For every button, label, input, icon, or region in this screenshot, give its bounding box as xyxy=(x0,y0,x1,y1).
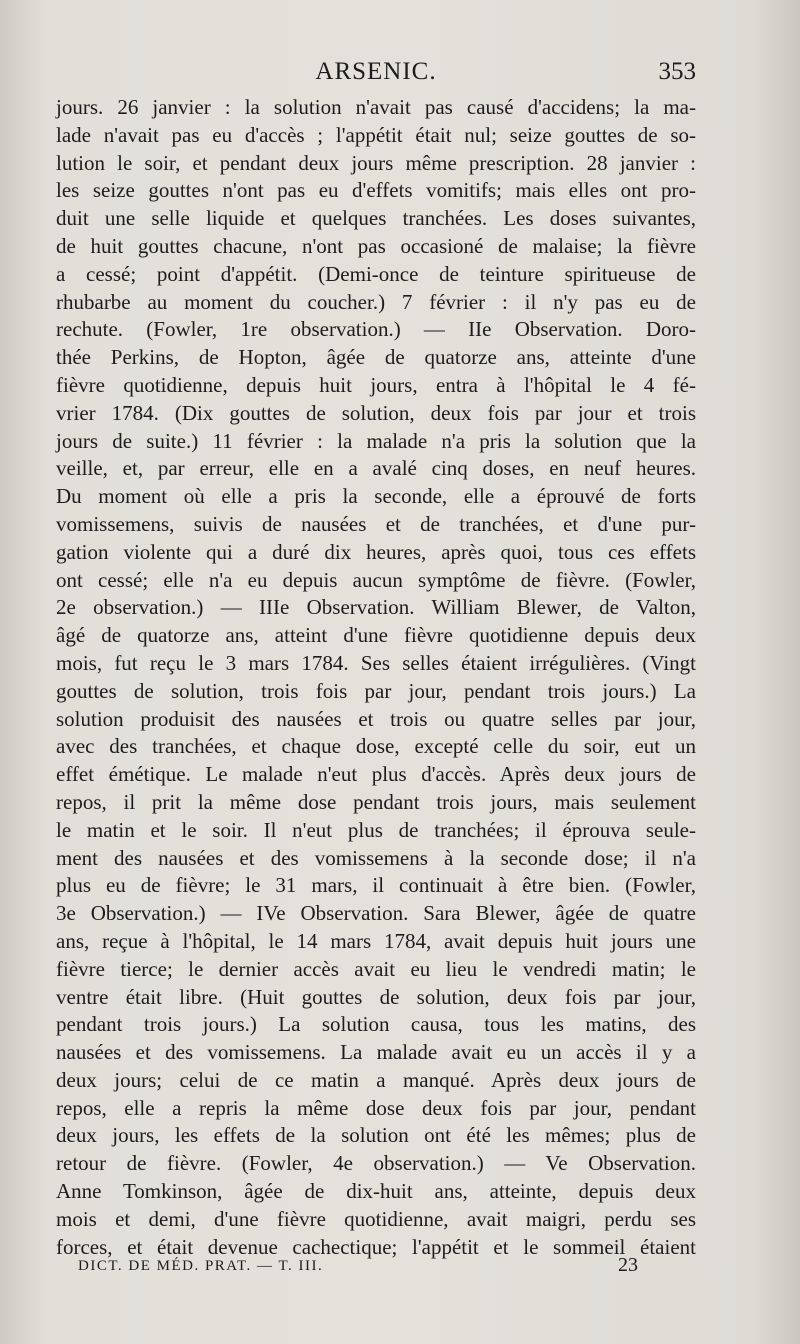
text-line: Du moment où elle a pris la seconde, elle a éprouvé de forts xyxy=(56,484,696,509)
text-line: ment des nausées et des vomissemens à la seconde dose; il n'a xyxy=(56,845,696,870)
text-line: jours. 26 janvier : la solution n'avait pas causé d'accidens; la ma- xyxy=(56,95,696,119)
text-line: lade n'avait pas eu d'accès ; l'appétit était nul; seize gouttes de so- xyxy=(56,122,696,147)
text-line: deux jours; celui de ce matin a manqué. Après deux jours de xyxy=(56,1067,696,1092)
text-line: effet émétique. Le malade n'eut plus d'accès. Après deux jours de xyxy=(56,762,696,787)
text-line: repos, elle a repris la même dose deux fois par jour, pendant xyxy=(56,1095,696,1120)
text-line: ans, reçue à l'hôpital, le 14 mars 1784, avait depuis huit jours une xyxy=(56,928,696,953)
text-line: fièvre quotidienne, depuis huit jours, entra à l'hôpital le 4 fé- xyxy=(56,372,696,397)
text-line: mois, fut reçu le 3 mars 1784. Ses selles étaient irrégulières. (Vingt xyxy=(56,650,696,675)
text-line: avec des tranchées, et chaque dose, excepté celle du soir, eut un xyxy=(56,734,696,759)
text-line: veille, et, par erreur, elle en a avalé cinq doses, en neuf heures. xyxy=(56,456,696,481)
text-line: repos, il prit la même dose pendant trois jours, mais seulement xyxy=(56,789,696,814)
text-line: ont cessé; elle n'a eu depuis aucun symptôme de fièvre. (Fowler, xyxy=(56,567,696,592)
text-line: lution le soir, et pendant deux jours même prescription. 28 janvier : xyxy=(56,150,696,175)
text-line: âgé de quatorze ans, atteint d'une fièvre quotidienne depuis deux xyxy=(56,623,696,648)
text-line: fièvre tierce; le dernier accès avait eu lieu le vendredi matin; le xyxy=(56,956,696,981)
text-line: jours de suite.) 11 février : la malade n'a pris la solution que la xyxy=(56,428,696,453)
text-line: rhubarbe au moment du coucher.) 7 février : il n'y pas eu de xyxy=(56,289,696,314)
text-line: retour de fièvre. (Fowler, 4e observation.) — Ve Observation. xyxy=(56,1151,696,1176)
page-footer xyxy=(78,1254,638,1282)
text-line: le matin et le soir. Il n'eut plus de tranchées; il éprouva seule- xyxy=(56,817,696,842)
signature-number: 23 xyxy=(618,1254,638,1276)
text-line: 3e Observation.) — IVe Observation. Sara Blewer, âgée de quatre xyxy=(56,901,696,926)
text-line: Anne Tomkinson, âgée de dix-huit ans, atteinte, depuis deux xyxy=(56,1179,696,1204)
text-line: thée Perkins, de Hopton, âgée de quatorze ans, atteinte d'une xyxy=(56,345,696,370)
text-line: nausées et des vomissemens. La malade avait eu un accès il y a xyxy=(56,1040,696,1065)
text-line: duit une selle liquide et quelques tranchées. Les doses suivantes, xyxy=(56,206,696,231)
text-line: forces, et était devenue cachectique; l'appétit et le sommeil étaient xyxy=(56,1234,696,1259)
text-line: pendant trois jours.) La solution causa, tous les matins, des xyxy=(56,1012,696,1037)
text-line: 2e observation.) — IIIe Observation. William Blewer, de Valton, xyxy=(56,595,696,620)
page-header xyxy=(56,56,696,90)
text-line: les seize gouttes n'ont pas eu d'effets vomitifs; mais elles ont pro- xyxy=(56,178,696,203)
running-title: ARSENIC. xyxy=(315,58,437,85)
text-line: solution produisit des nausées et trois ou quatre selles par jour, xyxy=(56,706,696,731)
text-line: rechute. (Fowler, 1re observation.) — IIe Observation. Doro- xyxy=(56,317,696,342)
text-line: vomissemens, suivis de nausées et de tranchées, et d'une pur- xyxy=(56,511,696,536)
text-line: de huit gouttes chacune, n'ont pas occasioné de malaise; la fièvre xyxy=(56,233,696,258)
text-line: a cessé; point d'appétit. (Demi-once de teinture spiritueuse de xyxy=(56,261,696,286)
text-line: mois et demi, d'une fièvre quotidienne, avait maigri, perdu ses xyxy=(56,1206,696,1231)
signature-mark: DICT. DE MÉD. PRAT. — T. III. xyxy=(78,1258,324,1274)
text-line: vrier 1784. (Dix gouttes de solution, deux fois par jour et trois xyxy=(56,400,696,425)
text-line: deux jours, les effets de la solution ont été les mêmes; plus de xyxy=(56,1123,696,1148)
text-line: plus eu de fièvre; le 31 mars, il continuait à être bien. (Fowler, xyxy=(56,873,696,898)
text-line: gouttes de solution, trois fois par jour, pendant trois jours.) La xyxy=(56,678,696,703)
page-number: 353 xyxy=(658,58,696,85)
text-line: gation violente qui a duré dix heures, après quoi, tous ces effets xyxy=(56,539,696,564)
body-text xyxy=(56,94,696,1261)
text-line: ventre était libre. (Huit gouttes de solution, deux fois par jour, xyxy=(56,984,696,1009)
